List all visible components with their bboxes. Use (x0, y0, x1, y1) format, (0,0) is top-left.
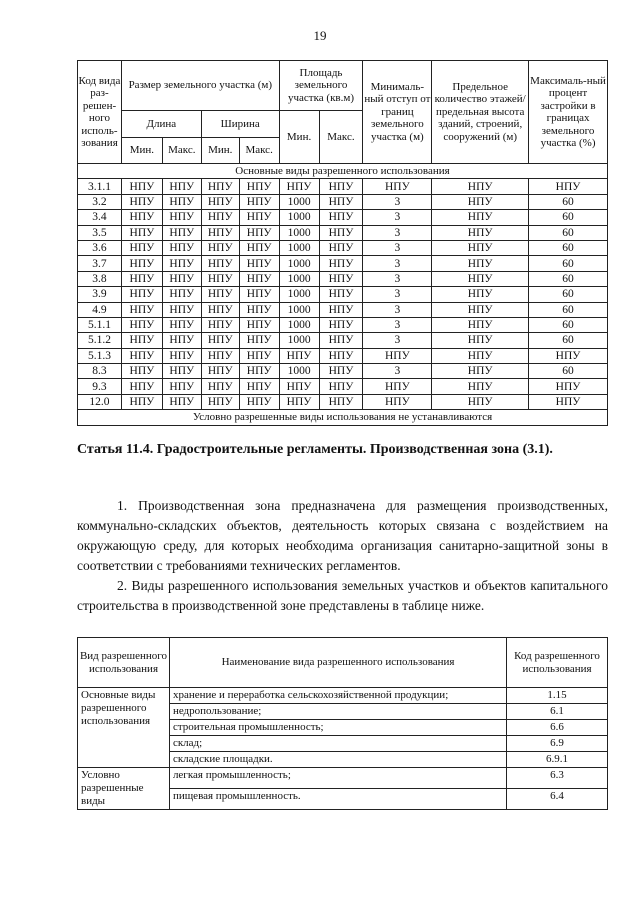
table-cell: НПУ (121, 379, 162, 394)
table-cell: НПУ (162, 394, 201, 409)
table-cell: 3 (363, 317, 432, 332)
table-cell: НПУ (121, 333, 162, 348)
table-cell: НПУ (201, 179, 239, 194)
header-name: Наименование вида разрешенного использования (169, 638, 506, 688)
row-code-cell: 3.6 (78, 240, 122, 255)
use-name: недропользование; (169, 704, 506, 720)
table-cell: 1000 (279, 210, 319, 225)
table-row (78, 256, 608, 271)
table-cell: НПУ (432, 240, 529, 255)
table-cell: НПУ (239, 271, 279, 286)
table-row (78, 333, 608, 348)
table-cell: 1000 (279, 302, 319, 317)
header-setback: Минималь-ный отступ от границ земельного участка (м) (363, 61, 432, 164)
table-cell: НПУ (529, 379, 608, 394)
table-cell: 60 (529, 287, 608, 302)
use-name: строительная промышленность; (169, 720, 506, 736)
table-cell: НПУ (432, 194, 529, 209)
use-name: легкая промышленность; (169, 768, 506, 789)
article-heading: Статья 11.4. Градостроительные регламенты. Производственная зона (3.1). (77, 442, 553, 457)
table-row (78, 194, 608, 209)
table-cell: НПУ (279, 348, 319, 363)
table-row (78, 179, 608, 194)
table-cell: НПУ (201, 194, 239, 209)
header-area-max: Макс. (319, 111, 363, 164)
table-cell: НПУ (239, 179, 279, 194)
table-cell: НПУ (121, 271, 162, 286)
table-row (78, 364, 608, 379)
header-use-code: Код разрешенного использования (507, 638, 608, 688)
table-cell: НПУ (201, 240, 239, 255)
table-cell: НПУ (121, 287, 162, 302)
table-cell: НПУ (432, 271, 529, 286)
table-cell: НПУ (162, 302, 201, 317)
row-code-cell: 4.9 (78, 302, 122, 317)
use-code: 6.6 (507, 720, 608, 736)
table-cell: НПУ (121, 225, 162, 240)
header-length-max: Макс. (162, 138, 201, 164)
header-width-max: Макс. (239, 138, 279, 164)
table-cell: 60 (529, 302, 608, 317)
table-cell: НПУ (239, 333, 279, 348)
table-cell: НПУ (432, 225, 529, 240)
table-cell: НПУ (121, 364, 162, 379)
table-cell: 1000 (279, 256, 319, 271)
paragraph-1: 1. Производственная зона предназначена для размещения производственных, коммунально-складских объектов, деятельность которых связана с воздействием на окружающую среду, для которых необходима организация санитарно-защитной зоны в соответствии с требованиями технических регламентов. (77, 498, 608, 573)
table-cell: 60 (529, 364, 608, 379)
table-cell: 3 (363, 302, 432, 317)
table-cell: 60 (529, 271, 608, 286)
table-cell: НПУ (201, 333, 239, 348)
table-cell: НПУ (432, 210, 529, 225)
table-cell: НПУ (239, 287, 279, 302)
table-cell: НПУ (432, 333, 529, 348)
table-cell: НПУ (432, 302, 529, 317)
table-cell: НПУ (162, 348, 201, 363)
header-plot-size: Размер земельного участка (м) (121, 61, 279, 111)
table-cell: 60 (529, 333, 608, 348)
header-coverage: Максималь-ный процент застройки в границах земельного участка (%) (529, 61, 608, 164)
table-row (78, 271, 608, 286)
table-row (78, 302, 608, 317)
header-width-min: Мин. (201, 138, 239, 164)
table-cell: 3 (363, 210, 432, 225)
row-code-cell: 9.3 (78, 379, 122, 394)
use-name: хранение и переработка сельскохозяйственной продукции; (169, 688, 506, 704)
table-cell: НПУ (201, 364, 239, 379)
table-cell: НПУ (162, 364, 201, 379)
table-cell: НПУ (319, 179, 363, 194)
table-cell: НПУ (162, 240, 201, 255)
table-cell: НПУ (162, 194, 201, 209)
table-cell: НПУ (121, 240, 162, 255)
table-cell: 3 (363, 287, 432, 302)
row-code-cell: 3.9 (78, 287, 122, 302)
table-cell: НПУ (239, 364, 279, 379)
table-cell: НПУ (201, 256, 239, 271)
table-cell: НПУ (162, 317, 201, 332)
table-cell: 60 (529, 256, 608, 271)
table-cell: НПУ (121, 179, 162, 194)
permitted-uses-table (77, 637, 608, 810)
page-number: 19 (313, 28, 327, 43)
table-cell: НПУ (279, 379, 319, 394)
table-cell: НПУ (201, 302, 239, 317)
table-cell: НПУ (319, 287, 363, 302)
table-cell: 1000 (279, 225, 319, 240)
table-cell: НПУ (239, 240, 279, 255)
table-cell: 60 (529, 194, 608, 209)
list-item (78, 768, 608, 789)
table-cell: НПУ (239, 379, 279, 394)
use-name: склад; (169, 736, 506, 752)
use-code: 6.1 (507, 704, 608, 720)
table-cell: 3 (363, 256, 432, 271)
table-cell: 3 (363, 194, 432, 209)
table-cell: 1000 (279, 287, 319, 302)
table-cell: НПУ (201, 317, 239, 332)
table-cell: НПУ (121, 302, 162, 317)
use-code: 6.9.1 (507, 752, 608, 768)
table-cell: НПУ (239, 348, 279, 363)
table-row (78, 225, 608, 240)
table-cell: НПУ (319, 240, 363, 255)
table-cell: 3 (363, 240, 432, 255)
table-cell: НПУ (319, 364, 363, 379)
table-cell: НПУ (279, 179, 319, 194)
table-row (78, 240, 608, 255)
row-code-cell: 3.5 (78, 225, 122, 240)
table-cell: НПУ (239, 194, 279, 209)
table-cell: НПУ (201, 271, 239, 286)
regulations-table (77, 60, 608, 426)
use-code: 1.15 (507, 688, 608, 704)
table-cell: НПУ (162, 287, 201, 302)
paragraph-2: 2. Виды разрешенного использования земельных участков и объектов капитального строительства в производственной зоне представлены в таблице ниже. (77, 578, 608, 613)
table-cell: 1000 (279, 364, 319, 379)
table-cell: НПУ (363, 394, 432, 409)
table-cell: НПУ (201, 225, 239, 240)
table-cell: НПУ (319, 194, 363, 209)
table-row (78, 287, 608, 302)
table-cell: НПУ (201, 210, 239, 225)
conditional-note-row: Условно разрешенные виды использования не устанавливаются (78, 410, 608, 425)
table-cell: НПУ (319, 394, 363, 409)
row-code-cell: 3.4 (78, 210, 122, 225)
table-cell: НПУ (363, 179, 432, 194)
table-cell: НПУ (162, 333, 201, 348)
table-cell: 60 (529, 317, 608, 332)
table-cell: НПУ (319, 225, 363, 240)
table-cell: НПУ (121, 348, 162, 363)
table-cell: НПУ (121, 256, 162, 271)
table-cell: НПУ (239, 302, 279, 317)
row-code-cell: 3.2 (78, 194, 122, 209)
table-cell: 1000 (279, 240, 319, 255)
table-cell: НПУ (319, 317, 363, 332)
table-cell: НПУ (162, 256, 201, 271)
header-code: Код вида раз-решен-ного исполь-зования (78, 61, 122, 164)
table-cell: НПУ (432, 364, 529, 379)
use-code: 6.4 (507, 789, 608, 810)
table-cell: НПУ (162, 225, 201, 240)
table-cell: НПУ (363, 348, 432, 363)
table-cell: НПУ (162, 210, 201, 225)
header-floors: Предельное количество этажей/ предельная высота зданий, строений, сооружений (м) (432, 61, 529, 164)
table-cell: 1000 (279, 194, 319, 209)
row-code-cell: 3.7 (78, 256, 122, 271)
table-cell: 1000 (279, 317, 319, 332)
table-row (78, 379, 608, 394)
table-cell: 3 (363, 364, 432, 379)
table-cell: НПУ (319, 333, 363, 348)
table-cell: НПУ (279, 394, 319, 409)
table-row (78, 210, 608, 225)
table-row (78, 317, 608, 332)
table-cell: НПУ (529, 394, 608, 409)
table-cell: НПУ (432, 317, 529, 332)
table-cell: НПУ (201, 287, 239, 302)
table-cell: НПУ (239, 210, 279, 225)
table-cell: 3 (363, 271, 432, 286)
table-cell: 60 (529, 210, 608, 225)
table-cell: НПУ (162, 179, 201, 194)
table-cell: НПУ (319, 210, 363, 225)
table-cell: НПУ (529, 348, 608, 363)
table-cell: НПУ (121, 194, 162, 209)
table-cell: 3 (363, 225, 432, 240)
table-cell: НПУ (201, 394, 239, 409)
table-cell: НПУ (319, 348, 363, 363)
table-cell: НПУ (239, 317, 279, 332)
table-cell: НПУ (432, 287, 529, 302)
use-name: складские площадки. (169, 752, 506, 768)
use-name: пищевая промышленность. (169, 789, 506, 810)
table-cell: НПУ (432, 394, 529, 409)
header-length: Длина (121, 111, 201, 138)
table-cell: НПУ (432, 256, 529, 271)
table-cell: НПУ (121, 394, 162, 409)
table-cell: НПУ (319, 271, 363, 286)
main-section-row: Основные виды разрешенного использования (78, 164, 608, 179)
table-cell: НПУ (432, 179, 529, 194)
table-cell: НПУ (319, 256, 363, 271)
row-code-cell: 12.0 (78, 394, 122, 409)
header-width: Ширина (201, 111, 279, 138)
table-cell: НПУ (201, 379, 239, 394)
table-row (78, 348, 608, 363)
row-code-cell: 5.1.1 (78, 317, 122, 332)
table-cell: НПУ (363, 379, 432, 394)
use-kind-label: Основные виды разрешенного использования (78, 688, 170, 768)
table-cell: 1000 (279, 333, 319, 348)
header-kind: Вид разрешенного использования (78, 638, 170, 688)
table-cell: 60 (529, 240, 608, 255)
table-cell: 1000 (279, 271, 319, 286)
use-code: 6.3 (507, 768, 608, 789)
table-cell: НПУ (162, 271, 201, 286)
table-cell: НПУ (239, 394, 279, 409)
table-cell: 60 (529, 225, 608, 240)
table-cell: НПУ (319, 302, 363, 317)
row-code-cell: 3.8 (78, 271, 122, 286)
row-code-cell: 8.3 (78, 364, 122, 379)
table-cell: НПУ (162, 379, 201, 394)
row-code-cell: 5.1.2 (78, 333, 122, 348)
header-length-min: Мин. (121, 138, 162, 164)
table-cell: НПУ (529, 179, 608, 194)
table-cell: НПУ (201, 348, 239, 363)
row-code-cell: 5.1.3 (78, 348, 122, 363)
table-cell: НПУ (432, 348, 529, 363)
header-area: Площадь земельного участка (кв.м) (279, 61, 363, 111)
use-code: 6.9 (507, 736, 608, 752)
table-cell: 3 (363, 333, 432, 348)
row-code-cell: 3.1.1 (78, 179, 122, 194)
use-kind-label: Условно разрешенные виды (78, 768, 170, 810)
table-cell: НПУ (121, 317, 162, 332)
table-cell: НПУ (121, 210, 162, 225)
list-item (78, 688, 608, 704)
table-row (78, 394, 608, 409)
table-cell: НПУ (319, 379, 363, 394)
header-area-min: Мин. (279, 111, 319, 164)
table-cell: НПУ (239, 225, 279, 240)
table-cell: НПУ (432, 379, 529, 394)
table-cell: НПУ (239, 256, 279, 271)
